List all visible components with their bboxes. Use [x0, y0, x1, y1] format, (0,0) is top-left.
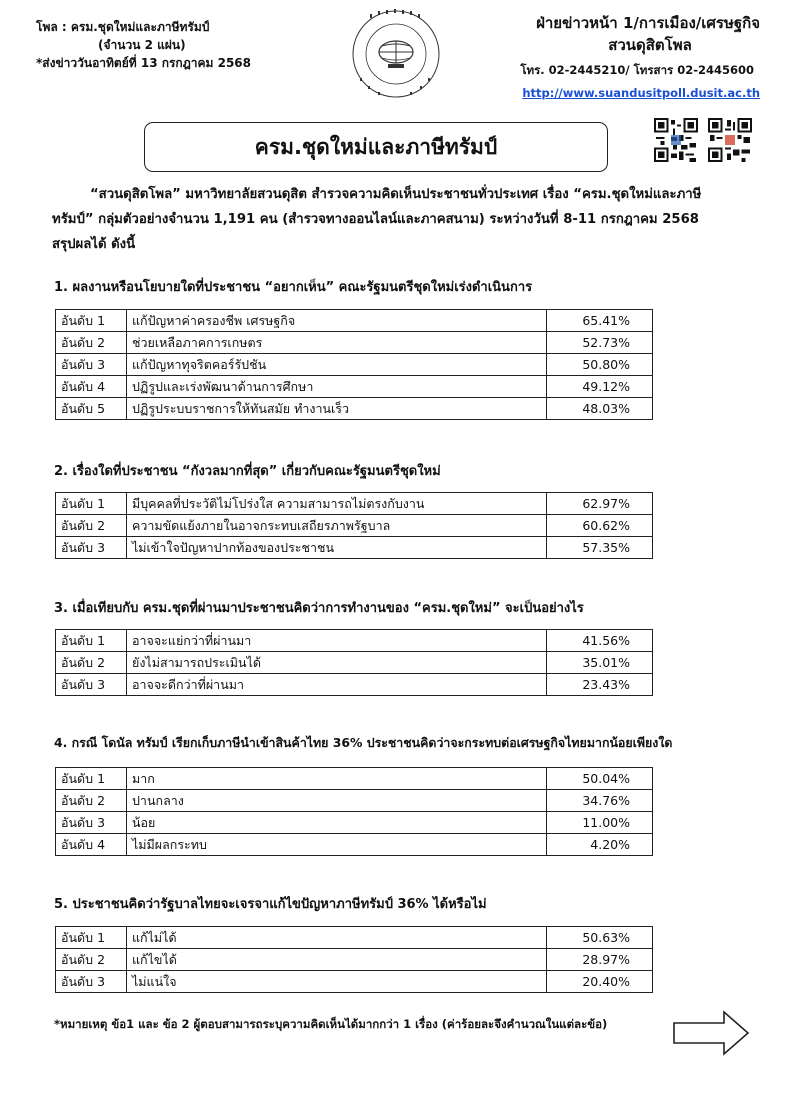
- table-row: [56, 630, 653, 652]
- table-row: [56, 376, 653, 398]
- table-row: [56, 515, 653, 537]
- section-title: 1. ผลงานหรือนโยบายใดที่ประชาชน “อยากเห็น” คณะรัฐมนตรีชุดใหม่เร่งดำเนินการ: [54, 280, 533, 295]
- table-row: [56, 971, 653, 993]
- rank-cell: อันดับ 1: [56, 768, 127, 790]
- rank-cell: อันดับ 4: [56, 834, 127, 856]
- header-right: [500, 12, 760, 100]
- section-title: 4. กรณี โดนัล ทรัมป์ เรียกเก็บภาษีนำเข้าสินค้าไทย 36% ประชาชนคิดว่าจะกระทบต่อเศรษฐกิจไทยมากน้อยเพียงใด: [54, 735, 673, 750]
- rank-cell: อันดับ 1: [56, 630, 127, 652]
- percent-cell: 60.62%: [547, 515, 653, 537]
- table-row: [56, 332, 653, 354]
- intro-paragraph: [52, 182, 760, 257]
- table-row: [56, 834, 653, 856]
- percent-cell: 50.04%: [547, 768, 653, 790]
- intro-line: “สวนดุสิตโพล” มหาวิทยาลัยสวนดุสิต สำรวจความคิดเห็นประชาชนทั่วประเทศ เรื่อง “ครม.ชุดใหม่และภาษี: [90, 187, 702, 202]
- rank-cell: อันดับ 2: [56, 949, 127, 971]
- table-row: [56, 537, 653, 559]
- pages-line: (จำนวน 2 แผ่น): [98, 38, 186, 52]
- item-cell: แก้ไม่ได้: [127, 927, 547, 949]
- ranking-table: [55, 629, 653, 696]
- item-cell: อาจจะดีกว่าที่ผ่านมา: [127, 674, 547, 696]
- send-date-line: *ส่งข่าววันอาทิตย์ที่ 13 กรกฎาคม 2568: [36, 56, 252, 70]
- table-row: [56, 310, 653, 332]
- page-title: ครม.ชุดใหม่และภาษีทรัมป์: [144, 122, 608, 172]
- percent-cell: 4.20%: [547, 834, 653, 856]
- table-row: [56, 812, 653, 834]
- table-row: [56, 493, 653, 515]
- qr-code-icon[interactable]: [708, 118, 752, 162]
- table-row: [56, 768, 653, 790]
- percent-cell: 28.97%: [547, 949, 653, 971]
- rank-cell: อันดับ 1: [56, 927, 127, 949]
- ranking-table: [55, 492, 653, 559]
- header-left: [36, 18, 251, 72]
- rank-cell: อันดับ 4: [56, 376, 127, 398]
- rank-cell: อันดับ 3: [56, 537, 127, 559]
- item-cell: มีบุคคลที่ประวัติไม่โปร่งใส ความสามารถไม่ตรงกับงาน: [127, 493, 547, 515]
- ranking-table: [55, 309, 653, 420]
- section-title: 3. เมื่อเทียบกับ ครม.ชุดที่ผ่านมาประชาชนคิดว่าการทำงานของ “ครม.ชุดใหม่” จะเป็นอย่างไร: [54, 601, 584, 616]
- table-row: [56, 398, 653, 420]
- right-arrow-icon[interactable]: [672, 1010, 750, 1056]
- percent-cell: 48.03%: [547, 398, 653, 420]
- website-link[interactable]: http://www.suandusitpoll.dusit.ac.th: [522, 86, 760, 100]
- table-row: [56, 674, 653, 696]
- percent-cell: 34.76%: [547, 790, 653, 812]
- item-cell: มาก: [127, 768, 547, 790]
- item-cell: ไม่มีผลกระทบ: [127, 834, 547, 856]
- table-row: [56, 652, 653, 674]
- item-cell: อาจจะแย่กว่าที่ผ่านมา: [127, 630, 547, 652]
- intro-line: สรุปผลได้ ดังนี้: [52, 237, 136, 252]
- percent-cell: 23.43%: [547, 674, 653, 696]
- percent-cell: 52.73%: [547, 332, 653, 354]
- percent-cell: 50.63%: [547, 927, 653, 949]
- item-cell: ยังไม่สามารถประเมินได้: [127, 652, 547, 674]
- item-cell: แก้ปัญหาทุจริตคอร์รัปชัน: [127, 354, 547, 376]
- rank-cell: อันดับ 2: [56, 652, 127, 674]
- rank-cell: อันดับ 3: [56, 674, 127, 696]
- section-title: 2. เรื่องใดที่ประชาชน “กังวลมากที่สุด” เกี่ยวกับคณะรัฐมนตรีชุดใหม่: [54, 464, 441, 479]
- item-cell: ปานกลาง: [127, 790, 547, 812]
- percent-cell: 62.97%: [547, 493, 653, 515]
- intro-line: ทรัมป์” กลุ่มตัวอย่างจำนวน 1,191 คน (สำรวจทางออนไลน์และภาคสนาม) ระหว่างวันที่ 8-11 กรกฎาคม 2568: [52, 212, 699, 227]
- rank-cell: อันดับ 3: [56, 812, 127, 834]
- organization-name: สวนดุสิตโพล: [608, 36, 692, 54]
- rank-cell: อันดับ 2: [56, 790, 127, 812]
- rank-cell: อันดับ 5: [56, 398, 127, 420]
- department-label: ฝ่ายข่าวหน้า 1/การเมือง/เศรษฐกิจ: [536, 14, 760, 32]
- table-row: [56, 949, 653, 971]
- table-row: [56, 927, 653, 949]
- item-cell: ปฏิรูปและเร่งพัฒนาด้านการศึกษา: [127, 376, 547, 398]
- table-row: [56, 354, 653, 376]
- item-cell: ไม่เข้าใจปัญหาปากท้องของประชาชน: [127, 537, 547, 559]
- file-line: โพล : ครม.ชุดใหม่และภาษีทรัมป์: [36, 20, 210, 34]
- item-cell: แก้ไขได้: [127, 949, 547, 971]
- rank-cell: อันดับ 2: [56, 515, 127, 537]
- rank-cell: อันดับ 2: [56, 332, 127, 354]
- percent-cell: 41.56%: [547, 630, 653, 652]
- item-cell: ไม่แน่ใจ: [127, 971, 547, 993]
- rank-cell: อันดับ 3: [56, 354, 127, 376]
- item-cell: แก้ปัญหาค่าครองชีพ เศรษฐกิจ: [127, 310, 547, 332]
- qr-code-icon[interactable]: [654, 118, 698, 162]
- table-row: [56, 790, 653, 812]
- ranking-table: [55, 926, 653, 993]
- percent-cell: 20.40%: [547, 971, 653, 993]
- footnote: *หมายเหตุ ข้อ1 และ ข้อ 2 ผู้ตอบสามารถระบุความคิดเห็นได้มากกว่า 1 เรื่อง (ค่าร้อยละจึงคำนวณในแต่ละข้อ): [54, 1017, 608, 1031]
- rank-cell: อันดับ 3: [56, 971, 127, 993]
- university-seal-logo: [350, 8, 442, 100]
- contact-phone: โทร. 02-2445210/ โทรสาร 02-2445600: [520, 63, 754, 77]
- item-cell: น้อย: [127, 812, 547, 834]
- percent-cell: 11.00%: [547, 812, 653, 834]
- percent-cell: 35.01%: [547, 652, 653, 674]
- rank-cell: อันดับ 1: [56, 310, 127, 332]
- percent-cell: 57.35%: [547, 537, 653, 559]
- item-cell: ปฏิรูประบบราชการให้ทันสมัย ทำงานเร็ว: [127, 398, 547, 420]
- item-cell: ช่วยเหลือภาคการเกษตร: [127, 332, 547, 354]
- rank-cell: อันดับ 1: [56, 493, 127, 515]
- item-cell: ความขัดแย้งภายในอาจกระทบเสถียรภาพรัฐบาล: [127, 515, 547, 537]
- percent-cell: 65.41%: [547, 310, 653, 332]
- percent-cell: 49.12%: [547, 376, 653, 398]
- percent-cell: 50.80%: [547, 354, 653, 376]
- ranking-table: [55, 767, 653, 856]
- section-title: 5. ประชาชนคิดว่ารัฐบาลไทยจะเจรจาแก้ไขปัญหาภาษีทรัมป์ 36% ได้หรือไม่: [54, 897, 487, 912]
